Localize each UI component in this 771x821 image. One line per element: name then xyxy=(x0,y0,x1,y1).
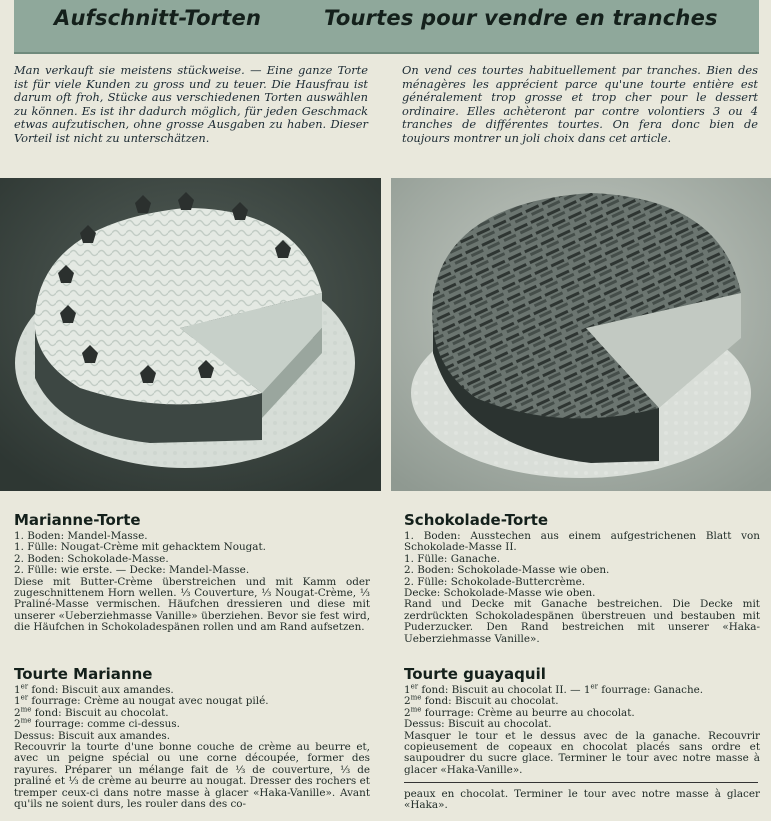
recipe-line: 2. Boden: Schokolade-Masse. xyxy=(14,552,169,565)
recipe-line: 2. Boden: Schokolade-Masse wie oben. xyxy=(404,564,610,577)
title-french: Tourtes pour vendre en tranches xyxy=(324,6,718,30)
recipe-line: 1. Fülle: Nougat-Crème mit gehacktem Nougat. xyxy=(14,541,266,554)
recipe-line: 1. Boden: Ausstechen aus einem aufgestrichenen Blatt von Schokolade-Masse II. xyxy=(404,530,760,554)
recipe-line: 1er fond: Biscuit aux amandes. xyxy=(14,682,174,696)
recipe-title: Tourte guayaquil xyxy=(404,665,546,683)
title-german: Aufschnitt-Torten xyxy=(54,6,262,30)
recipe-line: 2. Fülle: wie erste. — Decke: Mandel-Masse. xyxy=(14,564,250,577)
recipe-line: $2^{me}$ fond: Biscuit au chocolat. xyxy=(404,693,559,708)
recipe-body: Recouvrir la tourte d'une bonne couche de crème au beurre et, avec un peigne spécial ou une corne découpée, former des rayures. Préparer un mélange fait de ⅓ de couverture, ⅓ de praliné et ⅓ de crème au beurre au nougat. Dresser des rochers et tremper ceux-ci dans notre masse à glacer «Haka-Vanille». Avant qu'ils ne soient durs, les rouler dans des co- xyxy=(14,741,370,811)
recipe-marianne-french xyxy=(14,665,370,810)
recipe-line: 1er fond: Biscuit au chocolat II. — 1er fourrage: Ganache. xyxy=(404,682,704,696)
intro-german: Man verkauft sie meistens stückweise. — Eine ganze Torte ist für viele Kunden zu gross und zu teuer. Die Hausfrau ist darum oft froh, Stücke aus verschiedenen Torten auswählen zu können. Es ist ihr dadurch möglich, für jeden Geschmack etwas aufzutischen, ohne grosse Ausgaben zu haben. Dieser Vorteil ist nicht zu unterschätzen. xyxy=(14,63,368,145)
recipe-line: $2^{me}$ fourrage: comme ci-dessus. xyxy=(14,716,180,731)
recipe-line: $2^{me}$ fourrage: Crème au beurre au chocolat. xyxy=(404,705,635,719)
intro-french: On vend ces tourtes habituellement par tranches. Bien des ménagères les apprécient parce qu'une tourte entière est généralement trop grosse et trop cher pour le dessert ordinaire. Elles achèteront par contre volontiers 3 ou 4 tranches de différentes tourtes. On fera donc bien de toujours montrer un joli choix dans cet article. xyxy=(402,63,758,145)
recipe-line: 2. Fülle: Schokolade-Buttercrème. xyxy=(404,575,586,588)
recipe-line: Decke: Schokolade-Masse wie oben. xyxy=(404,587,596,600)
recipe-title: Marianne-Torte xyxy=(14,511,141,529)
recipe-line: 1er fourrage: Crème au nougat avec nougat pilé. xyxy=(14,693,269,708)
continuation-text xyxy=(404,789,760,812)
recipe-marianne-german xyxy=(14,511,370,634)
recipe-schokolade-german xyxy=(404,511,760,645)
cake-photo-chocolate xyxy=(391,178,771,491)
recipe-line: Dessus: Biscuit aux amandes. xyxy=(14,729,170,742)
header-band xyxy=(14,0,759,54)
recipe-line: Dessus: Biscuit au chocolat. xyxy=(404,718,552,731)
divider xyxy=(404,782,758,783)
recipe-body-continuation: peaux en chocolat. Terminer le tour avec notre masse à glacer «Haka». xyxy=(404,788,760,812)
recipe-line: 1. Fülle: Ganache. xyxy=(404,552,501,565)
cake-photo-marianne xyxy=(0,178,381,491)
recipe-line: 1. Boden: Mandel-Masse. xyxy=(14,530,148,542)
recipe-title: Tourte Marianne xyxy=(14,665,153,683)
recipe-guayaquil-french xyxy=(404,665,760,776)
recipe-body: Rand und Decke mit Ganache bestreichen. Die Decke mit zerdrückten Schokoladespänen überstreuen und bestauben mit Puderzucker. Den Rand bestreichen mit unserer «Haka-Ueberziehmasse Vanille». xyxy=(404,598,760,645)
recipe-body: Masquer le tour et le dessus avec de la ganache. Recouvrir copieusement de copeaux en chocolat placés sans ordre et saupoudrer du sucre glace. Terminer le tour avec notre masse à glacer «Haka-Vanille». xyxy=(404,729,760,776)
recipe-body: Diese mit Butter-Crème überstreichen und mit Kamm oder zugeschnittenem Horn wellen. ⅓ Couverture, ⅓ Nougat-Crème, ⅓ Praliné-Masse vermischen. Häufchen dressieren und diese mit unserer «Ueberziehmasse Vanille» überziehen. Bevor sie fest wird, die Häufchen in Schokoladespänen rollen und am Rand aufsetzen. xyxy=(14,575,370,634)
recipe-title: Schokolade-Torte xyxy=(404,511,549,529)
recipe-line: $2^{me}$ fond: Biscuit au chocolat. xyxy=(14,705,169,719)
